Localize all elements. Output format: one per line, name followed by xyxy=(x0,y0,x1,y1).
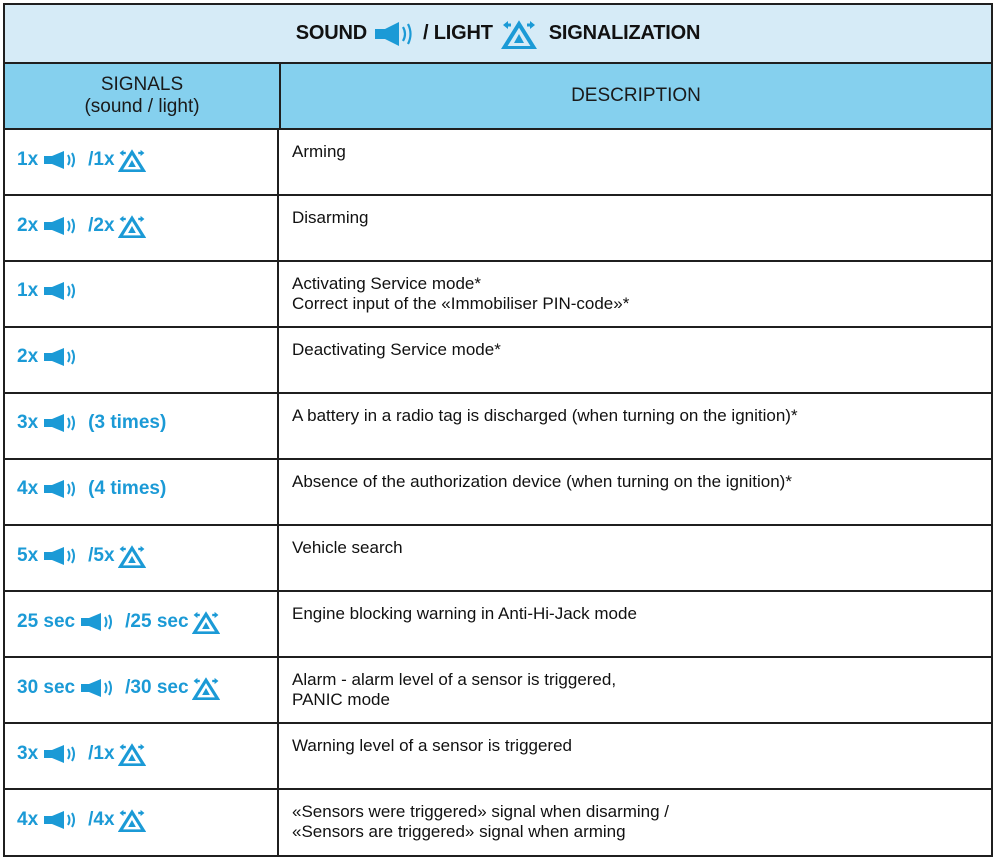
description-line: A battery in a radio tag is discharged (when turning on the ignition)* xyxy=(292,406,798,425)
sound-count: 4x xyxy=(17,478,39,499)
table-row xyxy=(5,196,991,262)
hazard-lights-icon xyxy=(118,214,146,238)
signal-cell xyxy=(5,592,279,656)
description-cell xyxy=(279,460,991,524)
light-count: /5x xyxy=(88,545,115,566)
hazard-lights-icon xyxy=(118,742,146,766)
description-line: Arming xyxy=(292,142,346,161)
light-count: /30 sec xyxy=(125,677,189,698)
speaker-icon xyxy=(43,216,81,236)
speaker-icon xyxy=(43,810,81,830)
table-row xyxy=(5,526,991,592)
description-cell xyxy=(279,262,991,326)
description-cell xyxy=(279,790,991,855)
description-cell xyxy=(279,724,991,788)
sound-count: 2x xyxy=(17,215,39,236)
signal-cell xyxy=(5,328,279,392)
light-count: /1x xyxy=(88,149,115,170)
description-line: Warning level of a sensor is triggered xyxy=(292,736,573,755)
sound-count: 2x xyxy=(17,346,39,367)
description-line: Correct input of the «Immobiliser PIN-code»* xyxy=(292,294,630,313)
description-line: Disarming xyxy=(292,208,369,227)
sound-count: 25 sec xyxy=(17,611,76,632)
sound-suffix: (4 times) xyxy=(88,478,167,499)
signal-cell xyxy=(5,130,279,194)
description-cell xyxy=(279,394,991,458)
description-cell xyxy=(279,592,991,656)
table-row xyxy=(5,592,991,658)
description-line: Alarm - alarm level of a sensor is triggered, xyxy=(292,670,617,689)
hazard-lights-icon xyxy=(118,808,146,832)
sound-count: 3x xyxy=(17,412,39,433)
description-line: Engine blocking warning in Anti-Hi-Jack mode xyxy=(292,604,637,623)
signal-cell xyxy=(5,262,279,326)
speaker-icon xyxy=(80,612,118,632)
hazard-lights-icon xyxy=(192,610,220,634)
signal-cell xyxy=(5,394,279,458)
sound-suffix: (3 times) xyxy=(88,412,167,433)
table-row xyxy=(5,790,991,855)
signals-header-line2: (sound / light) xyxy=(84,96,200,117)
speaker-icon xyxy=(80,678,118,698)
hazard-lights-icon xyxy=(192,676,220,700)
speaker-icon xyxy=(43,347,81,367)
hazard-lights-icon xyxy=(118,544,146,568)
signal-cell xyxy=(5,658,279,722)
signal-cell xyxy=(5,724,279,788)
speaker-icon xyxy=(43,150,81,170)
hazard-lights-icon xyxy=(118,148,146,172)
light-count: /4x xyxy=(88,809,115,830)
description-line: «Sensors are triggered» signal when arming xyxy=(292,822,626,841)
description-line: Vehicle search xyxy=(292,538,403,557)
signal-cell xyxy=(5,526,279,590)
signal-cell xyxy=(5,790,279,855)
column-headers xyxy=(5,64,991,130)
sound-count: 1x xyxy=(17,149,39,170)
light-count: /2x xyxy=(88,215,115,236)
description-cell xyxy=(279,130,991,194)
description-header: DESCRIPTION xyxy=(571,85,701,106)
table-row xyxy=(5,724,991,790)
table-row xyxy=(5,460,991,526)
description-line: «Sensors were triggered» signal when disarming / xyxy=(292,802,670,821)
light-count: /1x xyxy=(88,743,115,764)
table-row xyxy=(5,394,991,460)
description-cell xyxy=(279,328,991,392)
signalization-table xyxy=(3,3,993,857)
table-row xyxy=(5,328,991,394)
speaker-icon xyxy=(43,744,81,764)
table-row xyxy=(5,262,991,328)
speaker-icon xyxy=(43,281,81,301)
light-count: /25 sec xyxy=(125,611,189,632)
sound-count: 4x xyxy=(17,809,39,830)
description-cell xyxy=(279,526,991,590)
description-line: Deactivating Service mode* xyxy=(292,340,501,359)
sound-count: 1x xyxy=(17,280,39,301)
sound-count: 3x xyxy=(17,743,39,764)
description-line: PANIC mode xyxy=(292,690,390,709)
table-title xyxy=(5,5,991,64)
sound-count: 5x xyxy=(17,545,39,566)
title-light: / LIGHT xyxy=(423,22,493,44)
table-row xyxy=(5,658,991,724)
description-line: Absence of the authorization device (when turning on the ignition)* xyxy=(292,472,792,491)
description-cell xyxy=(279,658,991,722)
signals-header xyxy=(5,64,281,128)
signal-cell xyxy=(5,460,279,524)
hazard-lights-icon xyxy=(501,19,537,49)
description-cell xyxy=(279,196,991,260)
speaker-icon xyxy=(43,413,81,433)
speaker-icon xyxy=(43,479,81,499)
speaker-icon xyxy=(373,21,417,47)
signal-cell xyxy=(5,196,279,260)
description-line: Activating Service mode* xyxy=(292,274,481,293)
sound-count: 30 sec xyxy=(17,677,76,698)
title-signalization: SIGNALIZATION xyxy=(548,22,701,44)
table-row xyxy=(5,130,991,196)
title-sound: SOUND xyxy=(295,22,368,44)
signals-header-line1: SIGNALS xyxy=(100,74,184,95)
speaker-icon xyxy=(43,546,81,566)
